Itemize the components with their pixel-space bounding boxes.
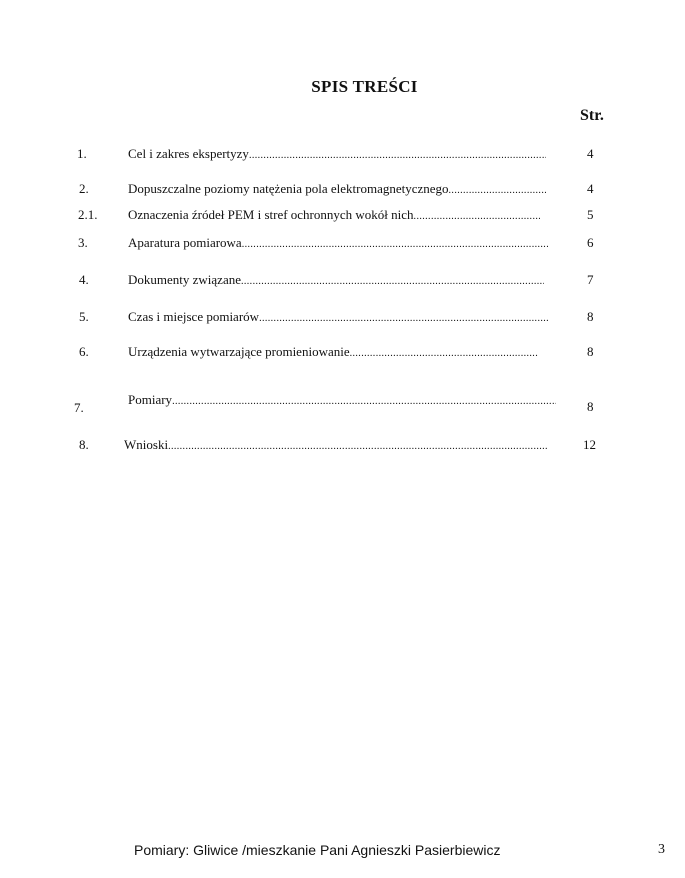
toc-row: [0, 146, 685, 166]
toc-page: 8: [587, 309, 594, 324]
toc-number: 3.: [78, 235, 88, 250]
footer-page-number: 3: [658, 842, 665, 857]
dot-leader: [259, 309, 548, 325]
toc-number: 1.: [77, 146, 87, 161]
toc-entry: [128, 146, 546, 162]
toc-page: 6: [587, 235, 594, 250]
page-footer: Pomiary: Gliwice /mieszkanie Pani Agnieszki Pasierbiewicz: [134, 842, 501, 858]
toc-number: 6.: [79, 344, 89, 359]
dot-leader: [172, 392, 556, 408]
toc-entry: [128, 235, 548, 251]
dot-leader: [350, 344, 538, 360]
toc-number: 4.: [79, 272, 89, 287]
toc-entry: [128, 392, 556, 408]
toc-label: Wnioski: [124, 437, 169, 452]
dot-leader: [449, 181, 546, 197]
toc-page: 12: [583, 437, 596, 452]
toc-number: 7.: [74, 400, 84, 415]
toc-page: 4: [587, 181, 594, 196]
toc-entry: [128, 309, 548, 325]
toc-title: SPIS TREŚCI: [311, 77, 418, 96]
toc-row: [0, 344, 685, 364]
toc-row: [0, 272, 685, 292]
toc-label: Cel i zakres ekspertyzy: [128, 146, 249, 161]
toc-number: 2.1.: [78, 207, 98, 222]
toc-number: 5.: [79, 309, 89, 324]
dot-leader: [168, 437, 548, 453]
toc-label: Aparatura pomiarowa: [128, 235, 242, 250]
toc-entry: [128, 181, 546, 197]
toc-page: 7: [587, 272, 594, 287]
toc-number: 8.: [79, 437, 89, 452]
toc-label: Oznaczenia źródeł PEM i stref ochronnych wokół nich: [128, 207, 414, 222]
toc-label: Urządzenia wytwarzające promieniowanie: [128, 344, 350, 359]
dot-leader: [242, 235, 548, 251]
toc-page: 8: [587, 399, 594, 414]
toc-row: [0, 235, 685, 255]
toc-page: 4: [587, 146, 594, 161]
toc-label: Dokumenty związane: [128, 272, 241, 287]
toc-page: 8: [587, 344, 594, 359]
dot-leader: [241, 272, 544, 288]
toc-row: [0, 392, 685, 422]
toc-entry: [124, 437, 548, 453]
dot-leader: [414, 207, 540, 223]
toc-entry: [128, 207, 540, 223]
toc-label: Czas i miejsce pomiarów: [128, 309, 260, 324]
toc-row: [0, 207, 685, 227]
toc-label: Dopuszczalne poziomy natężenia pola elektromagnetycznego: [128, 181, 449, 196]
toc-entry: [128, 344, 538, 360]
dot-leader: [249, 146, 546, 162]
toc-page: 5: [587, 207, 594, 222]
toc-number: 2.: [79, 181, 89, 196]
toc-label: Pomiary: [128, 392, 173, 407]
toc-row: [0, 181, 685, 201]
toc-entry: [128, 272, 544, 288]
page-column-header: Str.: [580, 107, 604, 124]
toc-row: [0, 309, 685, 329]
toc-row: [0, 437, 685, 457]
